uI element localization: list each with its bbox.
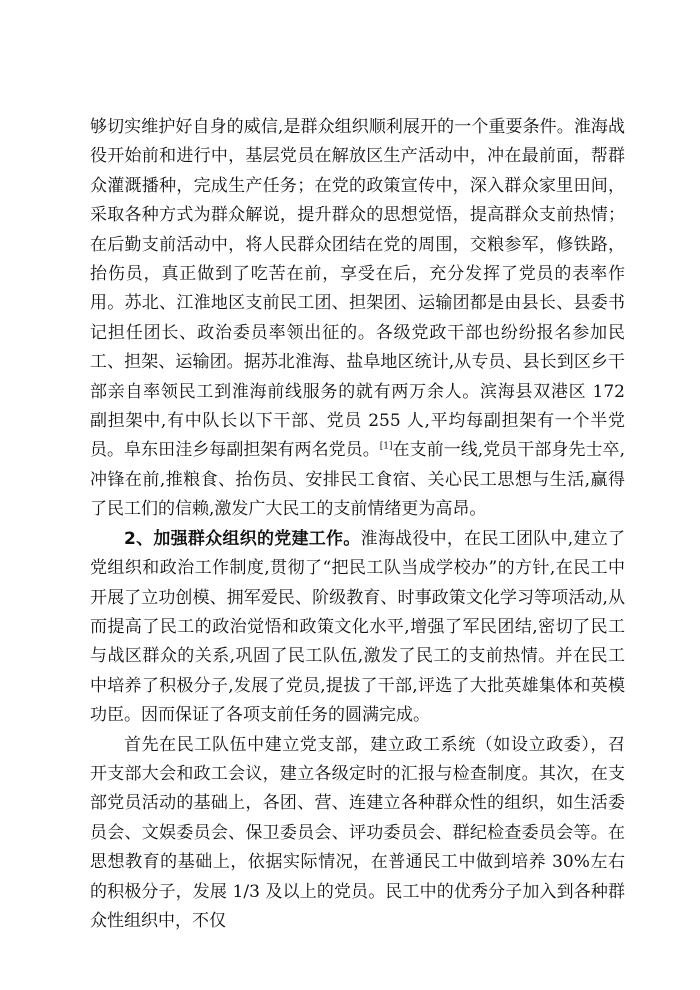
footnote-marker: [1] [379, 441, 393, 452]
paragraph-2 [90, 525, 625, 731]
paragraph-3-text: 首先在民工队伍中建立党支部，建立政工系统（如设立政委），召开支部大会和政工会议，建立各级定时的汇报与检查制度。其次，在支部党员活动的基础上，各团、营、连建立各种群众性的组织，如生活委员会、文娱委员会、保卫委员会、评功委员会、群纪检查委员会等。在思想教育的基础上，依据实际情况，在普通民工中做到培养 30%左右的积极分子，发展 1/3 及以上的党员。民工中的优秀分子加入到各种群众性组织中，不仅 [90, 734, 625, 931]
document-page [90, 113, 625, 936]
paragraph-1-text: 够切实维护好自身的威信,是群众组织顺利展开的一个重要条件。淮海战役开始前和进行中，基层党员在解放区生产活动中，冲在最前面，帮群众灌溉播种，完成生产任务；在党的政策宣传中，深入群众家里田间，采取各种方式为群众解说，提升群众的思想觉悟，提高群众支前热情；在后勤支前活动中，将人民群众团结在党的周围，交粮参军，修铁路，抬伤员，真正做到了吃苦在前，享受在后，充分发挥了党员的表率作用。苏北、江淮地区支前民工团、担架团、运输团都是由县长、县委书记担任团长、政治委员率领出征的。各级党政干部也纷纷报名参加民工、担架、运输团。据苏北淮海、盐阜地区统计,从专员、县长到区乡干部亲自率领民工到淮海前线服务的就有两万余人。滨海县双港区 172 副担架中,有中队长以下干部、党员 255 人,平均每副担架有一个半党员。阜东田洼乡每副担架有两名党员。 [90, 117, 625, 461]
paragraph-2-text: 淮海战役中，在民工团队中,建立了党组织和政治工作制度,贯彻了“把民工队当成学校办”的方针,在民工中开展了立功创模、拥军爱民、阶级教育、时事政策文化学习等项活动,从而提高了民工的政治觉悟和政策文化水平,增强了军民团结,密切了民工与战区群众的关系,巩固了民工队伍,激发了民工的支前热情。并在民工中培养了积极分子,发展了党员,提拔了干部,评选了大批英雄集体和英模功臣。因而保证了各项支前任务的圆满完成。 [90, 528, 625, 726]
section-heading: 2、加强群众组织的党建工作。 [124, 528, 361, 549]
paragraph-1-text-continued: 在支前一线,党员干部身先士卒,冲锋在前,推粮食、抬伤员、安排民工食宿、关心民工思想与生活,赢得了民工们的信赖,激发广大民工的支前情绪更为高昂。 [90, 440, 625, 520]
paragraph-3 [90, 731, 625, 937]
paragraph-1 [90, 113, 625, 525]
